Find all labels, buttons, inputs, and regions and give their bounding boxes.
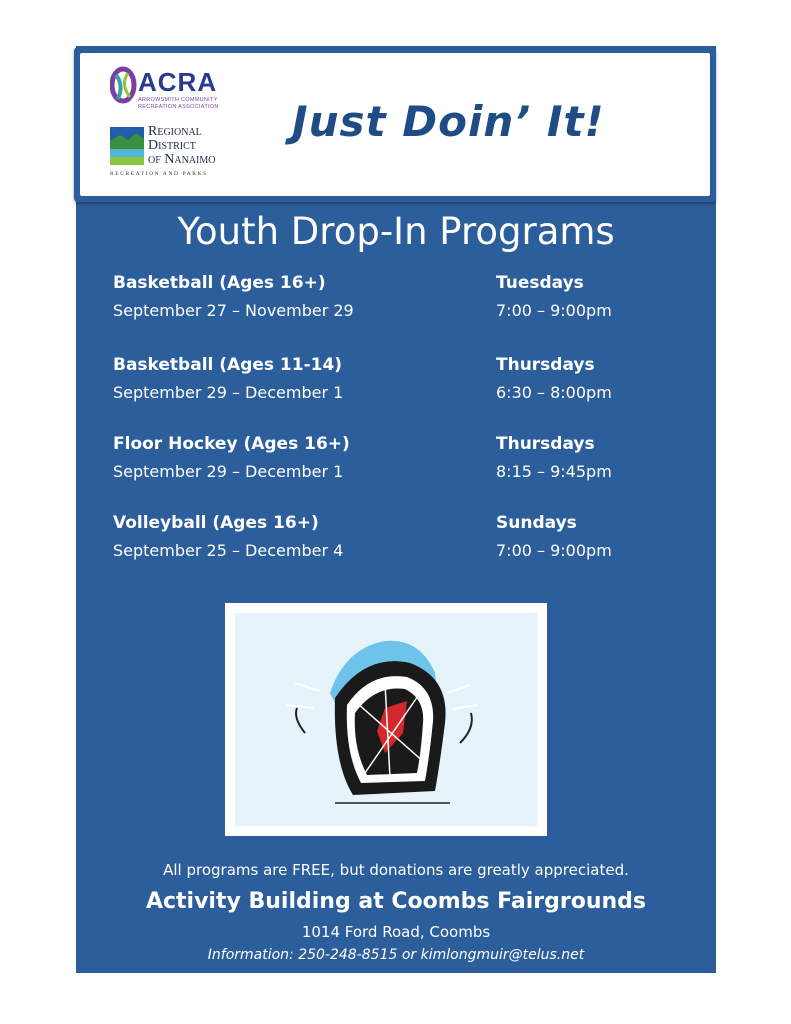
program-schedule (496, 273, 612, 320)
program-schedule (496, 355, 612, 402)
rdn-logo-line-3: of Nanaimo (148, 152, 216, 167)
header-inner (80, 53, 710, 196)
program-name: Volleyball (Ages 16+) (113, 513, 319, 533)
header-banner (74, 47, 716, 202)
program-day: Sundays (496, 513, 577, 533)
sneaker-sole-icon (235, 613, 537, 826)
program-dates: September 29 – December 1 (113, 462, 344, 481)
program-schedule (496, 513, 612, 560)
rdn-logo-line-2: District (148, 138, 196, 153)
page-title: Youth Drop-In Programs (177, 210, 615, 253)
program-item (113, 273, 354, 320)
program-time: 7:00 – 9:00pm (496, 541, 612, 560)
contact-info: Information: 250-248-8515 or kimlongmuir@telus.net (207, 947, 585, 963)
program-dates: September 25 – December 4 (113, 541, 344, 560)
program-day: Tuesdays (496, 273, 584, 293)
program-item (113, 434, 350, 481)
sneaker-photo-frame (225, 603, 547, 836)
program-name: Floor Hockey (Ages 16+) (113, 434, 350, 454)
tagline: Just Doin’ It! (292, 97, 605, 146)
program-time: 8:15 – 9:45pm (496, 462, 612, 481)
rdn-logo-text (148, 125, 216, 167)
rdn-logo (110, 125, 240, 181)
acra-logo-subtext: ARROWSMITH COMMUNITY RECREATION ASSOCIATION (138, 97, 219, 110)
program-dates: September 29 – December 1 (113, 383, 344, 402)
venue-name: Activity Building at Coombs Fairgrounds (145, 889, 647, 914)
program-name: Basketball (Ages 11-14) (113, 355, 343, 375)
acra-swirl-icon (110, 65, 138, 109)
program-item (113, 355, 343, 402)
program-item (113, 513, 343, 560)
program-time: 6:30 – 8:00pm (496, 383, 612, 402)
program-dates: September 27 – November 29 (113, 301, 354, 320)
sneaker-photo (235, 613, 537, 826)
rdn-landscape-icon (110, 127, 144, 167)
acra-logo-text: ACRA (138, 67, 218, 97)
program-day: Thursdays (496, 355, 595, 375)
program-time: 7:00 – 9:00pm (496, 301, 612, 320)
acra-logo (110, 65, 228, 117)
program-name: Basketball (Ages 16+) (113, 273, 326, 293)
program-schedule (496, 434, 612, 481)
venue-address: 1014 Ford Road, Coombs (301, 923, 491, 941)
program-day: Thursdays (496, 434, 595, 454)
donation-note: All programs are FREE, but donations are greatly appreciated. (163, 861, 629, 879)
rdn-logo-line-1: Regional (148, 124, 202, 139)
rdn-logo-subtext: RECREATION AND PARKS (110, 171, 208, 177)
